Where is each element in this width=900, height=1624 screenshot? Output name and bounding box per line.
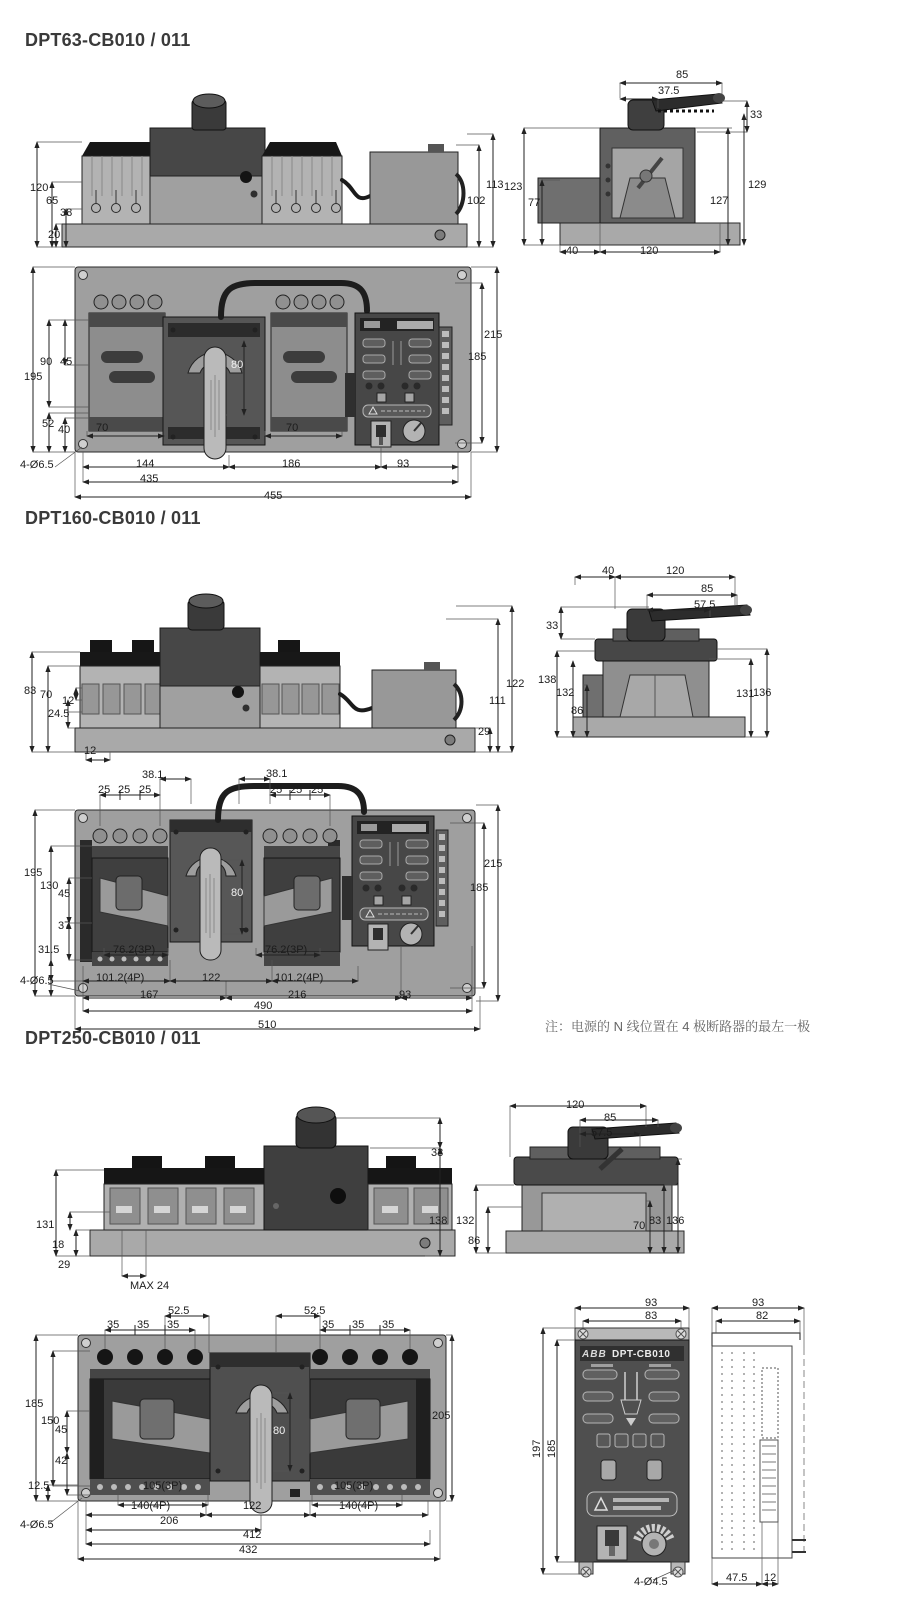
dim-160p-215: 215: [484, 858, 503, 870]
dim-160p-510: 510: [258, 1019, 277, 1031]
dim-160p-holes: 4-Ø6.5: [20, 975, 54, 987]
dim-160p-130: 130: [40, 880, 59, 892]
controller-side-drawing: [700, 1288, 840, 1598]
side-body: [506, 1147, 684, 1253]
section-title-dpt250: DPT250-CB010 / 011: [25, 1028, 201, 1048]
dim-250s-83: 83: [649, 1215, 662, 1227]
controller-box: [370, 144, 464, 224]
dim-250p-35: 35: [137, 1319, 150, 1331]
dim-250p-432: 432: [239, 1544, 258, 1556]
dim-250p-52-5b: 52.5: [304, 1305, 326, 1317]
dim-63p-195: 195: [24, 371, 43, 383]
dim-250p-52-5a: 52.5: [168, 1305, 190, 1317]
breaker-right: [260, 640, 340, 728]
breaker-right: [262, 142, 342, 224]
dim-63f-65: 65: [46, 195, 59, 207]
cable: [342, 180, 370, 198]
dim-160p-76-2b: 76.2(3P): [265, 944, 308, 956]
dim-63p-186: 186: [282, 458, 301, 470]
dim-63s-40: 40: [566, 245, 579, 257]
dim-250p-holes: 4-Ø6.5: [20, 1519, 54, 1531]
dim-250p-206: 206: [160, 1515, 179, 1527]
dim-250s-85: 85: [604, 1112, 617, 1124]
dim-160p-76-2a: 76.2(3P): [113, 944, 156, 956]
dim-63s-120: 120: [640, 245, 659, 257]
dim-160f-12-base: 12: [84, 745, 97, 757]
dim-160s-40: 40: [602, 565, 615, 577]
motor-module: [160, 594, 260, 728]
dim-160f-24-5: 24.5: [48, 708, 70, 720]
motor-module: [264, 1107, 368, 1230]
side-body: [538, 128, 740, 245]
controller-panel: [575, 1328, 689, 1577]
dim-160p-25: 25: [139, 784, 152, 796]
dim-160p-185: 185: [470, 882, 489, 894]
dim-63f-20: 20: [48, 229, 61, 241]
dim-160s-85: 85: [701, 583, 714, 595]
dim-63p-70b: 70: [286, 422, 299, 434]
dim-160p-122: 122: [202, 972, 221, 984]
dim-63f-120: 120: [30, 182, 49, 194]
dim-ctf-185: 185: [546, 1439, 558, 1458]
dim-250p-35: 35: [382, 1319, 395, 1331]
breaker-left-plan: [90, 1349, 210, 1495]
dim-160p-216: 216: [288, 989, 307, 1001]
dim-63p-40: 40: [58, 424, 71, 436]
dim-250p-12-5: 12.5: [28, 1480, 50, 1492]
dim-250s-136: 136: [666, 1215, 685, 1227]
breaker-right-plan: [310, 1349, 430, 1495]
dim-250f-138: 138: [429, 1215, 448, 1227]
dim-160p-45: 45: [58, 888, 71, 900]
dim-160s-86: 86: [571, 705, 584, 717]
dim-63p-45: 45: [60, 356, 73, 368]
dim-ctf-197: 197: [531, 1439, 543, 1458]
dpt63-plan-drawing: [25, 255, 520, 510]
breaker-right-plan: [271, 295, 347, 431]
dim-160p-167: 167: [140, 989, 159, 1001]
dpt160-side-drawing: [495, 555, 790, 750]
dpt63-side-drawing: [500, 70, 780, 265]
dim-63p-80: 80: [231, 359, 244, 371]
controller-plan: [342, 816, 448, 950]
dim-160p-490: 490: [254, 1000, 273, 1012]
dim-160s-132: 132: [556, 687, 575, 699]
baseplate: [62, 224, 467, 247]
dim-63p-435: 435: [140, 473, 159, 485]
dim-63p-185: 185: [468, 351, 487, 363]
dim-63p-93: 93: [397, 458, 410, 470]
dim-63f-38: 38: [60, 207, 73, 219]
dpt160-front-drawing: [20, 588, 525, 763]
dpt250-side-drawing: [450, 1073, 755, 1263]
side-body: [573, 629, 745, 737]
dim-160p-93: 93: [399, 989, 412, 1001]
dim-63s-123: 123: [504, 181, 523, 193]
dim-250f-29: 29: [58, 1259, 71, 1271]
dim-250f-max24: MAX 24: [130, 1280, 170, 1292]
dim-250p-140b: 140(4P): [339, 1500, 379, 1512]
abb-logo: ABB: [582, 1349, 607, 1360]
dim-250p-35: 35: [322, 1319, 335, 1331]
dim-63p-144: 144: [136, 458, 155, 470]
dim-160p-101b: 101.2(4P): [275, 972, 324, 984]
section-title-dpt63: DPT63-CB010 / 011: [25, 30, 191, 50]
dim-160p-25: 25: [270, 784, 283, 796]
baseplate: [90, 1230, 455, 1256]
dim-160p-37: 37: [58, 920, 71, 932]
dim-250p-122: 122: [243, 1500, 262, 1512]
dim-63s-33: 33: [750, 109, 763, 121]
dim-cts-12: 12: [764, 1572, 777, 1584]
dim-250f-33: 33: [431, 1147, 444, 1159]
dim-63f-102: 102: [467, 195, 486, 207]
dim-160p-31-5: 31.5: [38, 944, 60, 956]
dim-63p-holes: 4-Ø6.5: [20, 459, 54, 471]
breaker-left-plan: [89, 295, 165, 431]
motor-module: [150, 94, 265, 224]
center-module-plan: [163, 317, 265, 459]
dim-160f-29: 29: [478, 726, 491, 738]
dim-160s-136: 136: [753, 687, 772, 699]
dim-160p-25: 25: [118, 784, 131, 796]
dim-63s-77: 77: [528, 197, 541, 209]
dim-250s-70: 70: [633, 1220, 646, 1232]
dim-160p-38-1b: 38.1: [266, 768, 288, 780]
breaker-left: [104, 1156, 264, 1230]
dim-250f-18: 18: [52, 1239, 65, 1251]
dim-160s-120: 120: [666, 565, 685, 577]
controller-model-label: DPT-CB010: [612, 1349, 671, 1360]
dim-250p-412: 412: [243, 1529, 262, 1541]
dpt250-front-drawing: [40, 1078, 465, 1298]
note-n-pole: 注：电源的 N 线位置在 4 极断路器的最左一极: [545, 1019, 811, 1034]
section-title-dpt160: DPT160-CB010 / 011: [25, 508, 201, 528]
dim-250p-105b: 105(3P): [334, 1480, 374, 1492]
dim-250p-35: 35: [352, 1319, 365, 1331]
dim-250p-35: 35: [167, 1319, 180, 1331]
dim-250p-205: 205: [432, 1410, 451, 1422]
dim-ctf-93: 93: [645, 1297, 658, 1309]
controller-box: [372, 662, 462, 728]
controller-plan: [345, 313, 452, 447]
breaker-left: [80, 640, 165, 728]
dim-63s-85: 85: [676, 69, 689, 81]
dim-250p-185: 185: [25, 1398, 44, 1410]
dim-250p-105a: 105(3P): [143, 1480, 183, 1492]
dim-63s-127: 127: [710, 195, 729, 207]
dim-160s-33: 33: [546, 620, 559, 632]
dim-250p-42: 42: [55, 1455, 68, 1467]
dim-250f-131: 131: [36, 1219, 55, 1231]
dim-ctf-83: 83: [645, 1310, 658, 1322]
dim-250p-150: 150: [41, 1415, 60, 1427]
dim-63p-90: 90: [40, 356, 53, 368]
dim-63p-455: 455: [264, 490, 283, 502]
dim-cts-82: 82: [756, 1310, 769, 1322]
dim-63p-215: 215: [484, 329, 503, 341]
dim-250p-80: 80: [273, 1425, 286, 1437]
dim-160p-38-1a: 38.1: [142, 769, 164, 781]
dim-250s-57-5: 57.5: [591, 1127, 613, 1139]
dim-160f-70: 70: [40, 689, 53, 701]
dim-250s-132: 132: [456, 1215, 475, 1227]
dim-160f-122: 122: [506, 678, 525, 690]
controller-side-body: [712, 1333, 806, 1558]
dim-160p-101a: 101.2(4P): [96, 972, 145, 984]
dim-160f-83: 83: [24, 685, 37, 697]
dim-63f-113: 113: [486, 179, 504, 191]
dim-63s-37-5: 37.5: [658, 85, 680, 97]
dim-160s-138: 138: [538, 674, 557, 686]
dim-160p-80: 80: [231, 887, 244, 899]
dim-63p-52: 52: [42, 418, 55, 430]
dim-cts-93: 93: [752, 1297, 765, 1309]
dim-cts-47-5: 47.5: [726, 1572, 748, 1584]
dim-ctf-holes: 4-Ø4.5: [634, 1576, 668, 1588]
dim-160p-25: 25: [98, 784, 111, 796]
dim-160f-12: 12: [62, 695, 75, 707]
dim-160p-25: 25: [290, 784, 303, 796]
dim-160p-25: 25: [311, 784, 324, 796]
dim-160s-57-5: 57.5: [694, 599, 716, 611]
dim-63s-129: 129: [748, 179, 767, 191]
dim-250p-35: 35: [107, 1319, 120, 1331]
dim-250p-140a: 140(4P): [131, 1500, 171, 1512]
dim-63p-70a: 70: [96, 422, 109, 434]
cable: [340, 694, 372, 710]
dim-160f-111: 111: [489, 695, 506, 707]
dim-250s-86: 86: [468, 1235, 481, 1247]
dim-160s-131: 131: [736, 688, 755, 700]
dpt63-front-drawing: [30, 78, 500, 256]
dim-250p-45: 45: [55, 1424, 68, 1436]
dim-160p-195: 195: [24, 867, 43, 879]
dim-250s-120: 120: [566, 1099, 585, 1111]
